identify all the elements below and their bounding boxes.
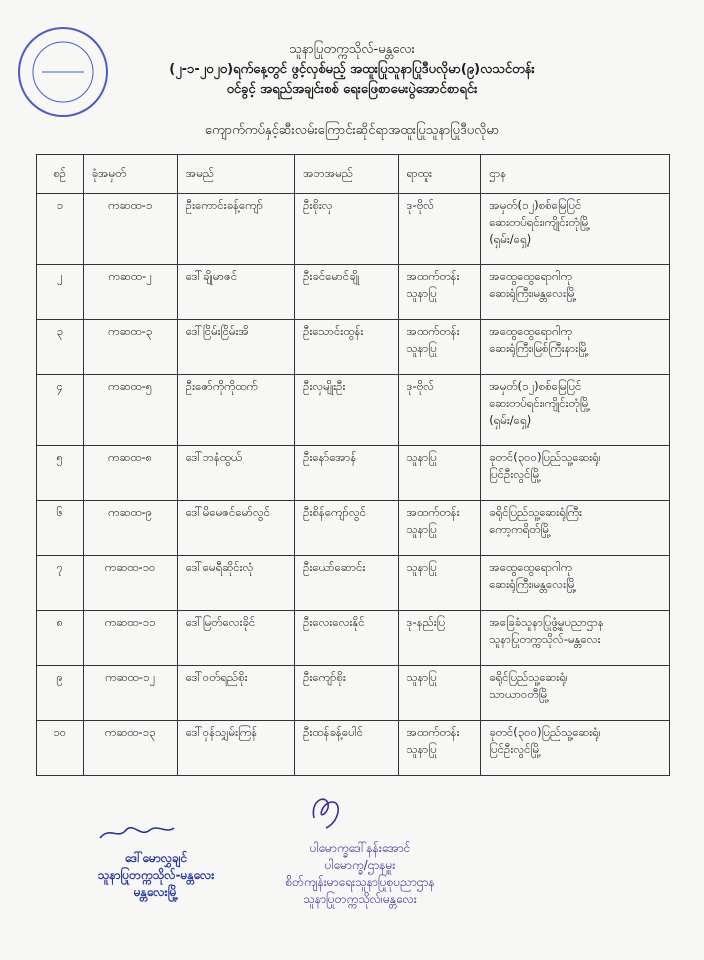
rank-line: အထက်တန်း — [406, 725, 460, 739]
cell-seat: ကဆထ-၂ — [83, 265, 177, 320]
cell-father: ဦးထန်ခန့်ပေါင် — [295, 721, 398, 776]
cell-no: ၉ — [37, 666, 84, 721]
table-header-row — [37, 155, 670, 194]
dept-line: ခုတင်(၃၀၀)ပြည်သူ့ဆေးရုံ၊ — [489, 450, 601, 464]
results-table — [36, 154, 670, 776]
table-row — [37, 501, 670, 556]
cell-dept — [481, 721, 670, 776]
cell-rank: သူနာပြု — [398, 556, 481, 611]
rank-line: အထက်တန်း — [406, 324, 460, 338]
cell-father: ဦးစိုးလှ — [295, 194, 398, 265]
cell-no: ၂ — [37, 265, 84, 320]
table-row — [37, 721, 670, 776]
dept-line: ဆေးရုံကြီး၊မြစ်ကြီးနားမြို့ — [489, 341, 589, 355]
rank-line: သူနာပြု — [406, 522, 437, 536]
table-row — [37, 446, 670, 501]
left-signatory-name: ဒေါ်မောလွှချင် — [124, 851, 188, 865]
col-header-name: အမည် — [177, 155, 294, 194]
cell-name: ဒေါ်မေရီဆိုင်းလုံ — [177, 556, 294, 611]
cell-father: ဦးယော်ဆောင်း — [295, 556, 398, 611]
cell-name: ဦးကောင်းခန့်ကျော် — [177, 194, 294, 265]
dept-line: အမှတ်(၁၂)စစ်မြေပြင် — [489, 198, 582, 212]
cell-name: ဒေါ်မိမေဇင်မော်လွင် — [177, 501, 294, 556]
document-header — [0, 40, 704, 100]
cell-name: ဒေါ်ငြိမ်းငြိမ်းအိ — [177, 320, 294, 375]
col-header-seat: ခုံအမှတ် — [83, 155, 177, 194]
signature-icon — [296, 790, 356, 830]
table-row — [37, 265, 670, 320]
right-signatory-title: ပါမောက္ခ/ဌာနမှူး — [324, 858, 396, 872]
cell-name: ဒေါ်ဝှန်သျှမ်းကြန် — [177, 721, 294, 776]
course-title: (၂-၁-၂၀၂၀)ရက်နေ့တွင် ဖွင့်လှစ်မည့် အထူးပြုသူနာပြုဒီပလိုမာ(၉)လသင်တန်း — [169, 62, 535, 77]
cell-father: ဦးလေးလေးနိုင် — [295, 611, 398, 666]
table-row — [37, 666, 670, 721]
cell-dept — [481, 556, 670, 611]
cell-dept — [481, 501, 670, 556]
cell-name: ဒေါ်ဘနံထွယ် — [177, 446, 294, 501]
dept-line: ဆေးရုံကြီး၊မန္တလေးမြို့ — [489, 577, 577, 591]
rank-line: အထက်တန်း — [406, 505, 460, 519]
dept-line: သာယာဝတီမြို့ — [489, 687, 549, 701]
right-signatory-org: သူနာပြုတက္ကသိုလ်၊မန္တလေး — [303, 892, 417, 906]
cell-no: ၄ — [37, 375, 84, 446]
cell-rank: သူနာပြု — [398, 666, 481, 721]
left-signatory-city: မန္တလေးမြို့ — [133, 885, 179, 899]
cell-seat: ကဆထ-၁ — [83, 194, 177, 265]
rank-line: သူနာပြု — [406, 286, 437, 300]
cell-no: ၆ — [37, 501, 84, 556]
table-row — [37, 320, 670, 375]
cell-no: ၅ — [37, 446, 84, 501]
dept-line: ခုတင်(၃၀၀)ပြည်သူ့ဆေးရုံ၊ — [489, 725, 601, 739]
specialty-subtitle: ကျောက်ကပ်နှင့်ဆီးလမ်းကြောင်းဆိုင်ရာအထူးပြုသူနာပြုဒီပလိုမာ — [204, 123, 500, 138]
dept-line: အထွေထွေရောဂါကု — [489, 324, 572, 338]
cell-dept — [481, 375, 670, 446]
dept-line: ဆေးတပ်ရင်း၊ကျိုင်းတုံမြို့ — [489, 396, 590, 410]
cell-seat: ကဆထ-၁၁ — [83, 611, 177, 666]
dept-line: ခရိုင်ပြည်သူ့ဆေးရုံ၊ — [489, 670, 568, 684]
dept-line: ဆေးတပ်ရင်း၊ကျိုင်းတုံမြို့ — [489, 215, 590, 229]
dept-line: အထွေထွေရောဂါကု — [489, 269, 572, 283]
cell-rank — [398, 265, 481, 320]
dept-line: ပြင်ဦးလွင်မြို့ — [489, 742, 541, 756]
cell-no: ၁ — [37, 194, 84, 265]
left-signatory-org: သူနာပြုတက္ကသိုလ်-မန္တလေး — [97, 868, 215, 882]
cell-name: ဒေါ်ဝတ်ရည်စိုး — [177, 666, 294, 721]
left-signatory-block — [56, 850, 256, 901]
dept-line: ကော့ကရိတ်မြို့ — [489, 522, 551, 536]
col-header-rank: ရာထူး — [398, 155, 481, 194]
cell-seat: ကဆထ-၃ — [83, 320, 177, 375]
cell-father: ဦးနော်အောန် — [295, 446, 398, 501]
cell-seat: ကဆထ-၁၂ — [83, 666, 177, 721]
cell-name: ဦးဇော်ကိုကိုထက် — [177, 375, 294, 446]
rank-line: သူနာပြု — [406, 742, 437, 756]
cell-rank — [398, 501, 481, 556]
signature-icon — [96, 820, 176, 844]
dept-line: သူနာပြုတက္ကသိုလ်-မန္တလေး — [489, 632, 601, 646]
cell-father: ဦးကျော်စိုး — [295, 666, 398, 721]
rank-line: အထက်တန်း — [406, 269, 460, 283]
cell-father: ဦးခင်မောင်ချို — [295, 265, 398, 320]
dept-line: (ရှမ်း/ရှေ့) — [489, 232, 532, 246]
cell-father: ဦးစိန်ကျော်လွင် — [295, 501, 398, 556]
results-title: ဝင်ခွင့် အရည်အချင်းစစ် ရေးဖြေစာမေးပွဲအောင်စာရင်း — [226, 82, 478, 97]
cell-dept — [481, 320, 670, 375]
cell-rank: ဒု-နည်းပြ — [398, 611, 481, 666]
cell-no: ၈ — [37, 611, 84, 666]
dept-line: ပြင်ဦးလွင်မြို့ — [489, 467, 541, 481]
cell-dept — [481, 666, 670, 721]
dept-line: အထွေထွေရောဂါကု — [489, 560, 572, 574]
cell-no: ၃ — [37, 320, 84, 375]
right-signatory-name: ပါမောက္ခဒေါ်နန်းအောင် — [309, 841, 411, 855]
university-name: သူနာပြုတက္ကသိုလ်-မန္တလေး — [289, 42, 415, 57]
cell-rank — [398, 320, 481, 375]
right-signatory-dept: စိတ်ကျန်းမာရေးသူနာပြုစုပညာဌာန — [285, 875, 435, 889]
cell-seat: ကဆထ-၅ — [83, 375, 177, 446]
cell-no: ၁၀ — [37, 721, 84, 776]
cell-name: ဒေါ်မြတ်လေးခိုင် — [177, 611, 294, 666]
cell-father: ဦးလှမျိုးဦး — [295, 375, 398, 446]
dept-line: အမှတ်(၁၂)စစ်မြေပြင် — [489, 379, 582, 393]
dept-line: အခြေခံသူနာပြုဖွံ့မှုပညာဌာန — [489, 615, 604, 629]
right-signatory-block — [260, 840, 460, 908]
dept-line: ခရိုင်ပြည်သူ့ဆေးရုံကြီး — [489, 505, 582, 519]
table-row — [37, 375, 670, 446]
cell-rank: သူနာပြု — [398, 446, 481, 501]
table-row — [37, 611, 670, 666]
cell-seat: ကဆထ-၈ — [83, 446, 177, 501]
dept-line: ဆေးရုံကြီး၊မန္တလေးမြို့ — [489, 286, 577, 300]
cell-dept — [481, 194, 670, 265]
table-row — [37, 556, 670, 611]
col-header-dept: ဌာန — [481, 155, 670, 194]
cell-seat: ကဆထ-၁၀ — [83, 556, 177, 611]
dept-line: (ရှမ်း/ရှေ့) — [489, 413, 532, 427]
cell-rank: ဒု-ဗိုလ် — [398, 375, 481, 446]
rank-line: သူနာပြု — [406, 341, 437, 355]
cell-rank: ဒု-ဗိုလ် — [398, 194, 481, 265]
col-header-no: စဉ် — [37, 155, 84, 194]
cell-no: ၇ — [37, 556, 84, 611]
cell-dept — [481, 611, 670, 666]
col-header-father: အဘအမည် — [295, 155, 398, 194]
cell-rank — [398, 721, 481, 776]
cell-seat: ကဆထ-၉ — [83, 501, 177, 556]
cell-name: ဒေါ်ချိုမာဇင် — [177, 265, 294, 320]
cell-father: ဦးသောင်းထွန်း — [295, 320, 398, 375]
cell-dept — [481, 446, 670, 501]
cell-dept — [481, 265, 670, 320]
table-row — [37, 194, 670, 265]
cell-seat: ကဆထ-၁၃ — [83, 721, 177, 776]
